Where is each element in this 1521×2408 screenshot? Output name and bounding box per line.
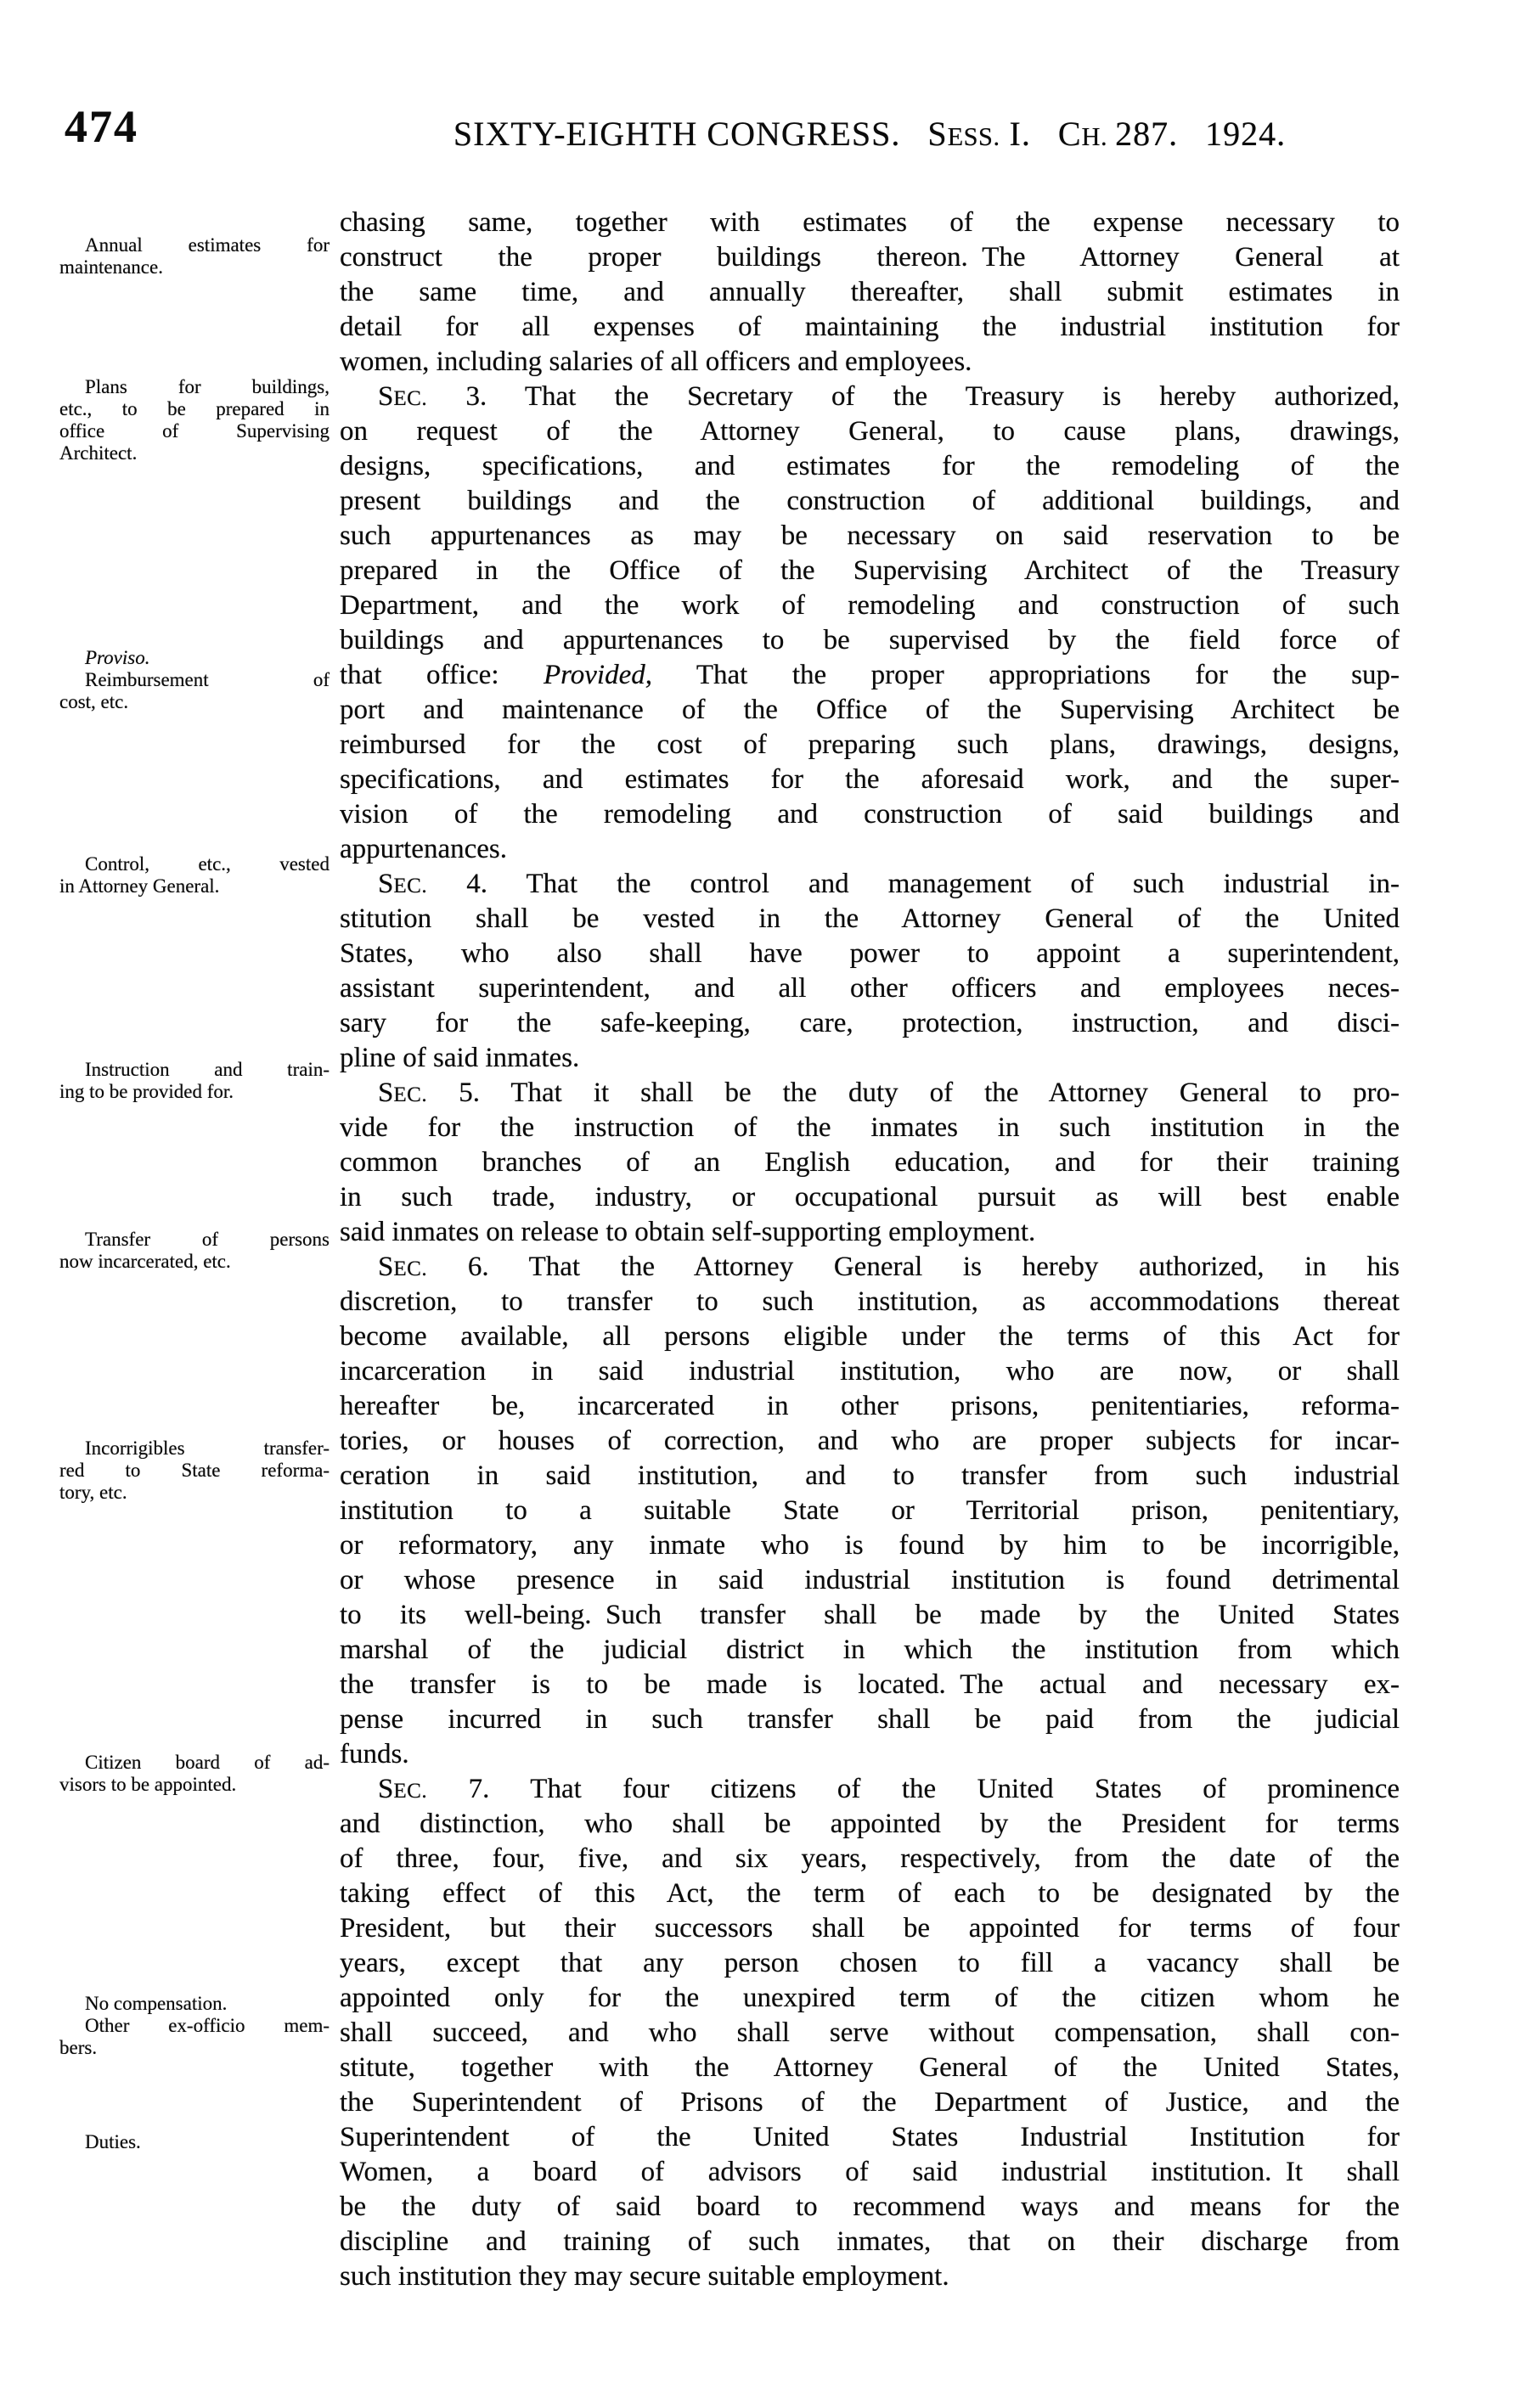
body-line: sary for the safe-keeping, care, protection, instruction, and disci-: [340, 1008, 1400, 1038]
body-line: the transfer is to be made is located. The actual and necessary ex-: [340, 1669, 1400, 1700]
body-line: construct the proper buildings thereon. The Attorney General at: [340, 242, 1400, 273]
margin-note-line: Reimbursement of: [85, 669, 330, 690]
margin-note: [59, 1229, 330, 1273]
body-line: taking effect of this Act, the term of each to be designated by the: [340, 1878, 1400, 1909]
margin-note: [59, 853, 330, 897]
margin-note-line: bers.: [59, 2037, 98, 2058]
body-line: assistant superintendent, and all other officers and employees neces-: [340, 973, 1400, 1004]
body-line: President, but their successors shall be appointed for terms of four: [340, 1913, 1400, 1944]
margin-note: [59, 647, 330, 669]
body-line: in such trade, industry, or occupational pursuit as will best enable: [340, 1182, 1400, 1212]
body-line: that office: Provided, That the proper appropriations for the sup-: [340, 660, 1400, 690]
margin-note-line: Annual estimates for: [85, 234, 330, 256]
body-line: such appurtenances as may be necessary on said reservation to be: [340, 520, 1400, 551]
body-line: and distinction, who shall be appointed by the President for terms: [340, 1809, 1400, 1839]
body-line: the Superintendent of Prisons of the Department of Justice, and the: [340, 2087, 1400, 2118]
body-line: women, including salaries of all officers and employees.: [340, 346, 972, 377]
body-line: SEC. 3. That the Secretary of the Treasury is hereby authorized,: [378, 381, 1400, 412]
margin-note-line: now incarcerated, etc.: [59, 1251, 231, 1272]
body-line: appurtenances.: [340, 834, 507, 864]
body-line: on request of the Attorney General, to cause plans, drawings,: [340, 416, 1400, 447]
margin-note: [59, 669, 330, 713]
body-line: hereafter be, incarcerated in other prisons, penitentiaries, reforma-: [340, 1391, 1400, 1421]
body-line: vision of the remodeling and construction of said buildings and: [340, 799, 1400, 830]
margin-note-line: red to State reforma-: [59, 1460, 330, 1481]
body-line: appointed only for the unexpired term of the citizen whom he: [340, 1983, 1400, 2013]
body-line: discipline and training of such inmates, that on their discharge from: [340, 2226, 1400, 2257]
body-line: incarceration in said industrial institution, who are now, or shall: [340, 1356, 1400, 1387]
body-line: tories, or houses of correction, and who are proper subjects for incar-: [340, 1426, 1400, 1456]
body-line: funds.: [340, 1739, 409, 1769]
margin-note-line: maintenance.: [59, 256, 163, 278]
page-number: 474: [65, 101, 138, 152]
body-line: specifications, and estimates for the aforesaid work, and the super-: [340, 764, 1400, 795]
body-line: ceration in said institution, and to transfer from such industrial: [340, 1460, 1400, 1491]
body-line: present buildings and the construction of additional buildings, and: [340, 486, 1400, 516]
body-line: port and maintenance of the Office of the Supervising Architect be: [340, 695, 1400, 725]
margin-note-line: Control, etc., vested: [85, 853, 330, 875]
margin-note: [59, 1993, 330, 2015]
body-line: Department, and the work of remodeling and construction of such: [340, 590, 1400, 621]
body-line: SEC. 5. That it shall be the duty of the Attorney General to pro-: [378, 1077, 1400, 1108]
body-line: prepared in the Office of the Supervising Architect of the Treasury: [340, 555, 1400, 586]
margin-note-line: in Attorney General.: [59, 875, 220, 897]
body-line: institution to a suitable State or Territorial prison, penitentiary,: [340, 1495, 1400, 1526]
body-line: stitution shall be vested in the Attorney General of the United: [340, 903, 1400, 934]
body-line: discretion, to transfer to such institution, as accommodations thereat: [340, 1286, 1400, 1317]
margin-note: [59, 1059, 330, 1103]
body-line: detail for all expenses of maintaining the industrial institution for: [340, 312, 1400, 342]
margin-note: [59, 2131, 330, 2153]
body-line: shall succeed, and who shall serve without compensation, shall con-: [340, 2017, 1400, 2048]
margin-note: [59, 2015, 330, 2059]
body-line: pline of said inmates.: [340, 1043, 580, 1073]
margin-note: [59, 376, 330, 464]
body-line: common branches of an English education, and for their training: [340, 1147, 1400, 1178]
margin-note-line: office of Supervising: [59, 420, 330, 442]
body-line: said inmates on release to obtain self-supporting employment.: [340, 1217, 1036, 1247]
margin-note-line: Duties.: [85, 2131, 141, 2152]
body-line: SEC. 6. That the Attorney General is hereby authorized, in his: [378, 1252, 1400, 1282]
body-line: or reformatory, any inmate who is found by him to be incorrigible,: [340, 1530, 1400, 1561]
body-line: marshal of the judicial district in which the institution from which: [340, 1634, 1400, 1665]
body-line: pense incurred in such transfer shall be paid from the judicial: [340, 1704, 1400, 1735]
margin-note-line: Plans for buildings,: [85, 376, 330, 397]
body-line: chasing same, together with estimates of the expense necessary to: [340, 207, 1400, 238]
body-line: vide for the instruction of the inmates in such institution in the: [340, 1112, 1400, 1143]
body-line: of three, four, five, and six years, respectively, from the date of the: [340, 1843, 1400, 1874]
margin-note-line: ing to be provided for.: [59, 1081, 234, 1102]
margin-note-line: etc., to be prepared in: [59, 398, 330, 419]
body-line: SEC. 4. That the control and management of such industrial in-: [378, 869, 1400, 899]
body-text-column: [340, 205, 1400, 2294]
body-line: SEC. 7. That four citizens of the United States of prominence: [378, 1774, 1400, 1804]
body-line: stitute, together with the Attorney General of the United States,: [340, 2052, 1400, 2083]
body-line: or whose presence in said industrial institution is found detrimental: [340, 1565, 1400, 1595]
margin-note-line: tory, etc.: [59, 1482, 127, 1503]
margin-note: [59, 1437, 330, 1504]
margin-note-line: Incorrigibles transfer-: [85, 1437, 330, 1459]
body-line: designs, specifications, and estimates for the remodeling of the: [340, 451, 1400, 481]
margin-note-line: Transfer of persons: [85, 1229, 330, 1250]
body-line: the same time, and annually thereafter, shall submit estimates in: [340, 277, 1400, 307]
body-line: buildings and appurtenances to be supervised by the field force of: [340, 625, 1400, 655]
body-line: to its well-being. Such transfer shall be made by the United States: [340, 1600, 1400, 1630]
margin-note-line: visors to be appointed.: [59, 1774, 237, 1795]
running-header: SIXTY-EIGHTH CONGRESS. SESS. I. CH. 287. 1924.: [453, 115, 1287, 153]
body-line: such institution they may secure suitable employment.: [340, 2261, 949, 2292]
margin-note-line: Citizen board of ad-: [85, 1752, 330, 1773]
margin-note-line: No compensation.: [85, 1993, 228, 2014]
body-line: Superintendent of the United States Industrial Institution for: [340, 2122, 1400, 2152]
margin-note: [59, 234, 330, 278]
body-line: States, who also shall have power to appoint a superintendent,: [340, 938, 1400, 969]
margin-note-line: Instruction and train-: [85, 1059, 330, 1080]
body-line: Women, a board of advisors of said industrial institution. It shall: [340, 2157, 1400, 2187]
body-line: reimbursed for the cost of preparing such plans, drawings, designs,: [340, 729, 1400, 760]
body-line: be the duty of said board to recommend ways and means for the: [340, 2191, 1400, 2222]
body-line: become available, all persons eligible under the terms of this Act for: [340, 1321, 1400, 1352]
margin-note-line: Other ex-officio mem-: [85, 2015, 330, 2036]
margin-note: [59, 1752, 330, 1796]
margin-note-line: cost, etc.: [59, 691, 129, 712]
body-line: years, except that any person chosen to fill a vacancy shall be: [340, 1948, 1400, 1978]
margin-note-line: Architect.: [59, 442, 138, 464]
margin-note-line: Proviso.: [85, 647, 150, 668]
